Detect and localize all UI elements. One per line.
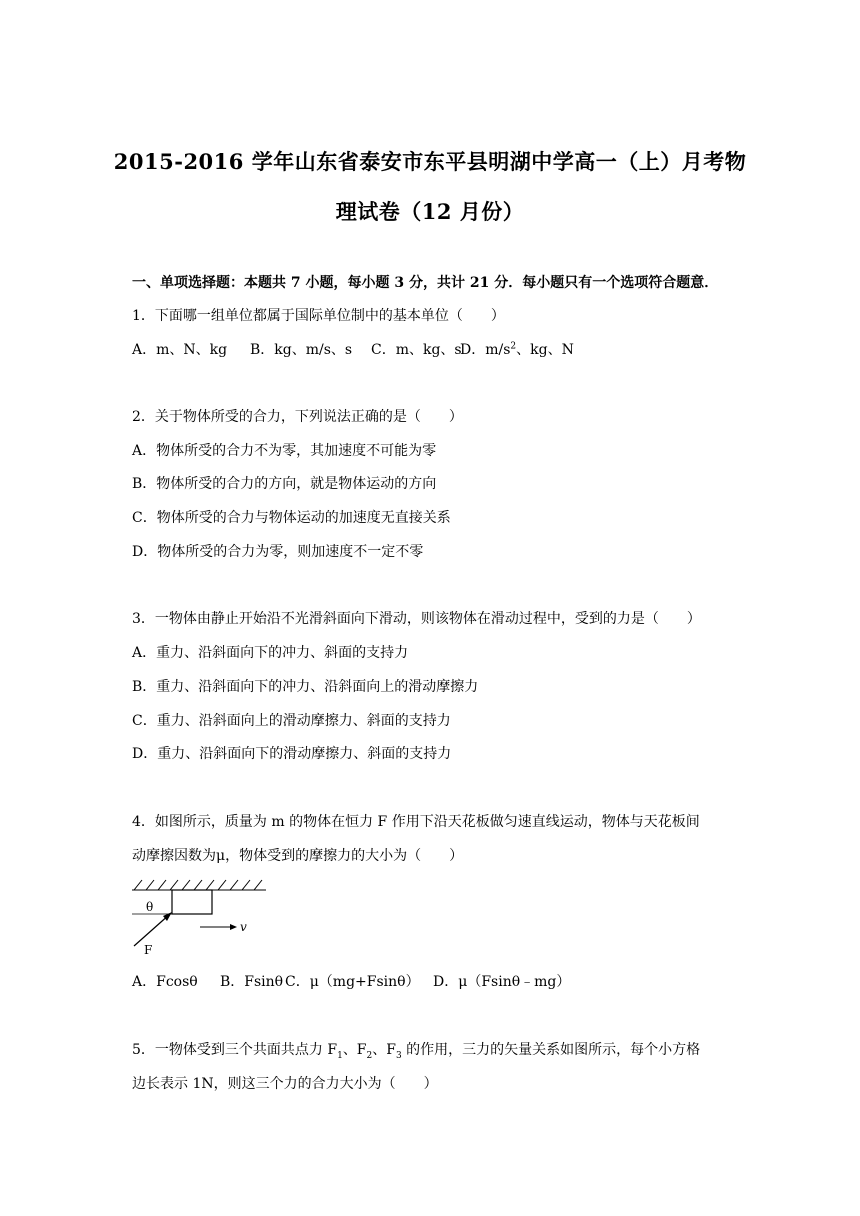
velocity-label: v [240,920,247,934]
q5-separator-2: 、F [372,1042,396,1058]
q5-subscript-3: 3 [395,1050,402,1061]
block [172,890,212,914]
q1-option-a: A．m、N、kg [132,342,228,358]
q2-option-b: B．物体所受的合力的方向，就是物体运动的方向 [132,476,437,492]
q5-stem-line1 [132,1039,700,1061]
exam-title-line2: 理试卷（12 月份） [335,199,525,224]
q4-option-c: C．μ（mg+Fsinθ） [285,974,420,990]
q5-subscript-2: 2 [366,1050,373,1061]
force-arrow [134,914,170,946]
q3-option-b: B．重力、沿斜面向下的冲力、沿斜面向上的滑动摩擦力 [132,679,479,695]
q4-option-b: B．Fsinθ [220,974,284,990]
ceiling-hatching [132,880,266,890]
q3-option-d: D．重力、沿斜面向下的滑动摩擦力、斜面的支持力 [132,746,452,762]
q2-option-a: A．物体所受的合力不为零，其加速度不可能为零 [132,443,437,459]
q3-option-a: A．重力、沿斜面向下的冲力、斜面的支持力 [132,645,409,661]
exam-title-line1: 2015-2016 学年山东省泰安市东平县明湖中学高一（上）月考物 [113,149,747,174]
theta-label: θ [146,900,154,914]
q4-option-d: D．μ（Fsinθ﹣mg） [433,974,571,990]
q5-stem-text: 5．一物体受到三个共面共点力 F [132,1042,338,1058]
q1-stem: 1．下面哪一组单位都属于国际单位制中的基本单位（ ） [132,308,505,324]
q4-ceiling-force-diagram [130,876,270,956]
q4-option-a: A．Fcosθ [132,974,198,990]
q1-option-d-superscript: 2 [510,341,517,352]
q5-subscript-1: 1 [337,1050,343,1061]
q1-option-b: B．kg、m/s、s [250,342,353,358]
q5-stem-line2: 边长表示 1N，则这三个力的合力大小为（ ） [132,1076,438,1092]
velocity-arrowhead [230,924,237,930]
q4-stem-line1: 4．如图所示，质量为 m 的物体在恒力 F 作用下沿天花板做匀速直线运动，物体与天花板间 [132,814,700,830]
q3-option-c: C．重力、沿斜面向上的滑动摩擦力、斜面的支持力 [132,713,451,729]
section-heading: 一、单项选择题：本题共 7 小题，每小题 3 分，共计 21 分．每小题只有一个选项符合题意． [132,275,719,291]
q5-stem-rest: 的作用，三力的矢量关系如图所示，每个小方格 [401,1042,701,1058]
q1-option-d [460,339,574,359]
q2-stem: 2．关于物体所受的合力，下列说法正确的是（ ） [132,409,463,425]
q2-option-d: D．物体所受的合力为零，则加速度不一定不零 [132,544,424,560]
q3-stem: 3．一物体由静止开始沿不光滑斜面向下滑动，则该物体在滑动过程中，受到的力是（ ） [132,611,701,627]
q2-option-c: C．物体所受的合力与物体运动的加速度无直接关系 [132,510,451,526]
force-label: F [144,943,153,956]
q1-option-d-text: D．m/s [460,342,511,358]
q1-option-c: C．m、kg、s [371,342,462,358]
q5-separator-1: 、F [342,1042,367,1058]
q1-option-d-rest: 、kg、N [516,342,574,358]
q4-stem-line2: 动摩擦因数为μ，物体受到的摩擦力的大小为（ ） [132,848,464,864]
